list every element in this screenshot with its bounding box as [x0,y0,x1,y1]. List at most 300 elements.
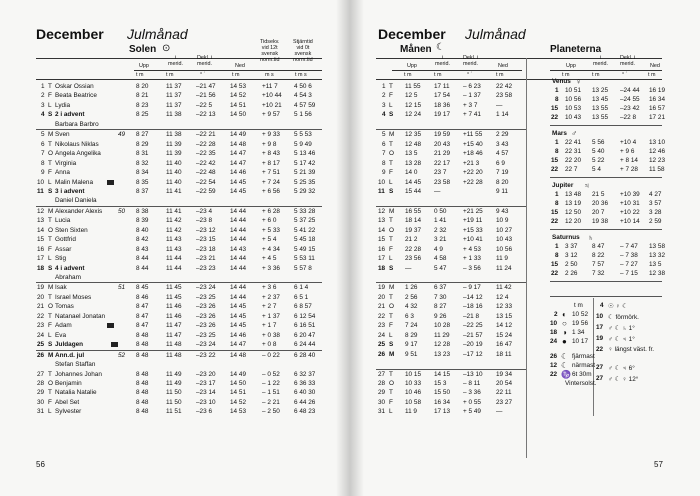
moon-declination: + 7 41 [463,111,481,119]
phase-time: 10 17 [572,338,588,345]
moonset: 9 11 [496,187,508,195]
weekday: L [48,331,52,339]
sun-meridian: 11 48 [166,351,182,359]
weekday: L [48,408,52,416]
sun-icon: ⊙ [162,43,171,54]
sunset: 14 52 [230,398,246,406]
sunrise: 8 25 [136,111,149,119]
name-day: Sven [55,131,70,139]
moon-declination: +18 46 [463,150,483,158]
day-number: 4 [41,111,45,119]
moon-declination: + 1 33 [463,255,481,263]
sunset: 14 48 [230,351,246,359]
sunrise: 8 44 [136,255,149,263]
day-number: 28 [378,379,386,387]
day-number: 8 [41,159,45,167]
right-page-title: December [378,26,446,42]
sun-meridian: 11 43 [166,245,182,253]
weekday: L [48,178,52,186]
moon-meridian: 4 9 [434,245,443,253]
equation-of-time: – 1 51 [262,389,280,397]
sun-declination: –23 8 [196,217,212,225]
planet-set: 16 34 [649,96,665,103]
sunrise: 8 35 [136,178,149,186]
planet-declination: – 7 15 [620,270,638,277]
moon-meridian: 22 17 [434,159,450,167]
note-symbol: ☾ [561,361,569,370]
weekday: M [389,284,395,292]
sunrise: 8 29 [136,140,149,148]
moon-phase-icon: ◐ [562,310,567,319]
planet-day: 15 [551,157,559,164]
moonset: 11 9 [496,255,508,263]
moon-meridian: 17 11 [434,83,450,90]
weekday: L [48,101,52,109]
sun-declination: –23 25 [196,331,216,339]
moon-unit-mer: t m [434,72,442,78]
sunrise: 8 47 [136,312,149,320]
moonrise: 1 26 [405,284,418,292]
planet-day: 8 [555,200,559,207]
phase-time: 10 52 [572,311,588,318]
sunset: 14 47 [230,150,246,158]
moon-declination: + 3 7 [463,101,478,109]
sidereal-time: 5 49 15 [294,245,316,253]
sunrise: 8 37 [136,187,149,195]
planet-meridian: 7 32 [592,270,605,277]
moon-declination: –14 12 [463,293,483,301]
sun-meridian: 11 46 [166,312,182,320]
sunset: 14 44 [230,236,246,244]
sunrise: 8 48 [136,408,149,416]
sun-declination: –23 26 [196,312,216,320]
equation-of-time: + 0 38 [262,331,280,339]
conjunction-day: 10 [596,313,604,320]
sun-declination: –23 20 [196,370,216,378]
moon-phase-icon: ○ [562,319,567,328]
moonset: 8 20 [496,178,509,186]
note-day: 12 [550,362,558,369]
sunrise: 8 48 [136,331,149,339]
planet-rise: 2 50 [565,261,578,268]
sunset: 14 44 [230,293,246,301]
weekday: T [389,370,393,378]
day-number: 20 [37,293,45,301]
moon-meridian: 0 50 [434,207,447,215]
sun-declination: –23 14 [196,389,216,397]
moon-declination: + 5 49 [463,408,481,416]
page-number: 56 [36,460,45,469]
day-number: 14 [37,226,45,234]
day-number: 29 [378,389,386,397]
sunrise: 8 32 [136,159,149,167]
planet-rise: 3 12 [565,252,578,259]
name-day: Eva [55,331,67,339]
planet-set: 13 58 [649,243,665,250]
weekday: T [389,83,393,90]
moon-meridian: 13 23 [434,350,450,358]
planet-declination: +10 39 [620,191,640,198]
moonrise: 6 3 [405,312,414,320]
conjunction-text: ♀ längst väst. fr. [608,346,654,353]
planet-set: 12 46 [649,148,665,155]
planet-declination: + 7 28 [620,166,638,173]
weekday: T [48,293,52,301]
planet-set: 12 23 [649,157,665,164]
moonrise: 22 28 [405,245,421,253]
day-number: 12 [378,207,386,215]
moonrise: 13 5 [405,150,418,158]
moon-phase-icon: ● [562,337,567,346]
sun-section-title: Solen [129,44,157,55]
week-number: 52 [118,351,126,359]
weekday: M [48,284,54,292]
weekday: O [389,379,394,387]
sun-declination: –23 17 [196,379,216,387]
moon-declination: +21 25 [463,207,483,215]
sunrise: 8 47 [136,303,149,311]
conjunction-day: 27 [596,375,604,382]
planet-rise: 13 19 [565,200,581,207]
equation-of-time: + 1 37 [262,312,280,320]
moon-declination: +15 33 [463,226,483,234]
sunrise: 8 44 [136,264,149,272]
sidereal-time: 6 1 4 [294,284,309,292]
moon-meridian: 5 47 [434,264,447,272]
moon-meridian: 23 58 [434,178,450,186]
moonrise: 10 58 [405,398,421,406]
sun-meridian: 11 41 [166,187,182,195]
sunrise: 8 48 [136,341,149,349]
equation-of-time: – 1 22 [262,379,280,387]
sun-declination: –23 15 [196,236,216,244]
note-text: närmast [572,362,596,369]
moon-meridian: 23 7 [434,169,447,177]
phase-time: 19 56 [572,320,588,327]
name-day: Oskar Ossian [55,83,94,90]
moonrise: 23 56 [405,255,421,263]
sunset: 14 45 [230,187,246,195]
day-number: 31 [37,408,45,416]
weekday: O [389,226,394,234]
sunset: 14 46 [230,331,246,339]
moonset: 1 14 [496,111,509,119]
moon-declination: + 0 55 [463,398,481,406]
day-number: 17 [378,255,386,263]
sun-meridian: 11 46 [166,303,182,311]
moon-declination: – 8 11 [463,379,481,387]
sunset: 14 44 [230,284,246,292]
day-number: 24 [378,331,386,339]
sunset: 14 51 [230,101,246,109]
moonrise: — [405,264,412,272]
moonset: 10 9 [496,217,509,225]
sunrise: 8 39 [136,217,149,225]
phase-unit: t m [574,302,583,309]
sun-meridian: 11 39 [166,150,182,158]
day-number: 3 [41,101,45,109]
weekday: F [48,92,52,100]
day-number: 5 [41,131,45,139]
name-day: Sten Sixten [55,226,88,234]
flag-icon [107,180,114,185]
moonrise: 12 35 [405,131,421,139]
moon-col-upp: Upp [407,63,417,69]
moonrise: 14 45 [405,178,421,186]
moon-declination: + 4 53 [463,245,481,253]
moonset: — [496,408,503,416]
name-day: Juldagen [55,341,84,349]
weekday: F [389,92,393,100]
day-number: 6 [41,140,45,148]
weekday: M [389,350,395,358]
planet-day: 22 [551,218,559,225]
weekday: T [48,389,52,397]
moon-meridian: 9 26 [434,312,447,320]
moon-col-dekl: Dekl. i merid. [463,55,478,67]
moon-meridian: 14 15 [434,370,450,378]
day-number: 1 [41,83,45,90]
sidereal-time: 5 21 39 [294,169,316,177]
equation-of-time: – 2 50 [262,408,280,416]
equation-of-time: + 2 37 [262,293,280,301]
planet-rise: 22 41 [565,139,581,146]
weekday: T [48,159,52,167]
sunset: 14 45 [230,178,246,186]
moon-declination: – 3 36 [463,389,481,397]
weekday: T [389,389,393,397]
weekday: M [48,351,54,359]
planet-unit-upp: t m [562,72,570,78]
sunrise: 8 43 [136,245,149,253]
planet-rise: 12 20 [565,218,581,225]
conjunction-day: 22 [596,346,604,353]
sun-declination: –22 21 [196,131,216,139]
planet-declination: – 7 27 [620,261,638,268]
planet-day: 1 [555,191,559,198]
planet-name: Saturnus [552,234,580,241]
sun-declination: –23 18 [196,245,216,253]
weekday: O [48,303,53,311]
moonset: 22 11 [496,389,512,397]
left-page-subtitle: Julmånad [127,26,188,42]
moonrise: 9 17 [405,341,418,349]
sun-declination: –22 35 [196,150,216,158]
moon-meridian: 19 17 [434,111,450,119]
moon-meridian: 17 13 [434,408,450,416]
name-day: Tomas [55,303,74,311]
sidereal-time: 5 1 56 [294,111,312,119]
col-ned: Ned [235,63,245,69]
planet-set: 2 59 [649,218,662,225]
day-number: 6 [382,140,386,148]
sunrise: 8 42 [136,236,149,244]
planet-declination: + 9 6 [620,148,635,155]
sun-declination: –22 28 [196,140,216,148]
sun-meridian: 11 48 [166,341,182,349]
planet-meridian: 13 25 [592,87,608,94]
name-day: 2 i advent [55,111,85,119]
sun-declination: –23 21 [196,255,216,263]
weekday: T [389,159,393,167]
day-number: 27 [378,370,386,378]
name-day: Abel Set [55,398,80,406]
planet-set: 13 5 [649,261,662,268]
unit-ned: t m [232,72,240,78]
moonset: 4 57 [496,150,509,158]
sun-meridian: 11 45 [166,293,182,301]
sun-meridian: 11 44 [166,264,182,272]
name-day: Barbara Barbro [55,120,99,128]
planet-set: 3 28 [649,209,662,216]
moonset: 20 54 [496,379,512,387]
weekday: L [389,178,393,186]
planet-meridian: 20 7 [592,209,605,216]
sidereal-time: 6 36 33 [294,379,316,387]
sun-declination: –23 23 [196,264,216,272]
day-number: 24 [37,331,45,339]
weekday: F [389,169,393,177]
moon-declination: –21 57 [463,331,483,339]
sun-meridian: 11 47 [166,331,182,339]
sidereal-time: 4 50 6 [294,83,312,90]
day-number: 21 [378,303,386,311]
planet-unit-mer: t m [592,72,600,78]
sun-declination: –23 22 [196,351,216,359]
sun-meridian: 11 42 [166,226,182,234]
moonrise: 13 28 [405,159,421,167]
weekday: S [389,187,394,195]
name-day: Ann.d. jul [55,351,85,359]
planet-declination: – 7 38 [620,252,638,259]
moon-meridian: 11 29 [434,331,450,339]
moonrise: 12 24 [405,111,421,119]
weekday: T [48,83,52,90]
sun-meridian: 11 38 [166,111,182,119]
planet-meridian: 5 22 [592,157,605,164]
sunrise: 8 38 [136,207,149,215]
sun-meridian: 11 44 [166,255,182,263]
moon-declination: +11 55 [463,131,483,139]
moon-declination: – 1 37 [463,92,481,100]
sunset: 14 46 [230,169,246,177]
weekday: T [389,293,393,301]
sun-declination: –23 12 [196,226,216,234]
conjunction-day: 17 [596,324,604,331]
weekday: F [389,398,393,406]
planet-rise: 13 48 [565,191,581,198]
day-number: 1 [382,83,386,90]
planet-rise: 3 37 [565,243,578,250]
sunrise: 8 48 [136,370,149,378]
day-number: 22 [378,312,386,320]
conjunction-text: ♂ ☾ ♄ 1° [608,325,635,332]
moonrise: 11 55 [405,83,421,90]
sunrise: 8 46 [136,293,149,301]
week-number: 50 [118,207,126,215]
day-number: 2 [41,92,45,100]
day-number: 15 [37,236,45,244]
day-number: 27 [37,370,45,378]
planet-set: 13 10 [649,139,665,146]
weekday: L [389,331,393,339]
moonrise: 19 37 [405,226,421,234]
equation-of-time: + 5 4 [262,236,277,244]
sunset: 14 49 [230,370,246,378]
sunrise: 8 45 [136,284,149,292]
sunrise: 8 21 [136,92,149,100]
weekday: T [389,140,393,148]
weekday: F [389,322,393,330]
planet-meridian: 5 40 [592,148,605,155]
moon-meridian: 1 41 [434,217,447,225]
planet-rise: 12 50 [565,209,581,216]
moon-meridian: 15 3 [434,379,447,387]
planet-day: 8 [555,96,559,103]
sun-meridian: 11 43 [166,236,182,244]
weekday: M [48,131,54,139]
name-day: Israel Moses [55,293,92,301]
sidereal-time: 6 32 37 [294,370,316,378]
day-number: 19 [378,284,386,292]
moon-declination: – 3 56 [463,264,481,272]
sun-declination: –22 13 [196,111,216,119]
moonset: 2 29 [496,131,509,139]
day-number: 26 [37,351,45,359]
planet-declination: +10 22 [620,209,640,216]
weekday: F [48,169,52,177]
sunset: 14 47 [230,159,246,167]
moonset: 23 58 [496,92,512,100]
unit-tidsekv: m s [265,72,274,78]
note-text: Vintersolst. [565,380,597,387]
unit-stjarntid: t m s [295,72,307,78]
sidereal-time: 5 37 25 [294,217,316,225]
planet-meridian: 13 55 [592,105,608,112]
sidereal-time: 5 45 18 [294,236,316,244]
sidereal-time: 6 40 30 [294,389,316,397]
col-meridian: i merid. [168,55,183,67]
planet-rise: 10 43 [565,114,581,121]
weekday: S [48,264,53,272]
name-day: Sylvester [55,408,82,416]
flag-icon [107,323,114,328]
equation-of-time: + 6 56 [262,187,280,195]
moon-meridian: 10 28 [434,322,450,330]
conjunction-text: ☉ ♀ ☾ [608,303,628,310]
moon-unit-dekl: ° ´ [467,72,473,78]
col-dekl: Dekl. i merid. [197,55,212,67]
moon-unit-ned: t m [496,72,504,78]
sidereal-time: 4 57 59 [294,101,316,109]
col-tidsekv: Tidsekv. vid 12t svensk norm.tid [260,39,280,63]
left-page-title: December [36,26,104,42]
sidereal-time: 5 33 28 [294,207,316,215]
moonset: 10 43 [496,236,512,244]
moonrise: 12 48 [405,140,421,148]
sunrise: 8 20 [136,83,149,90]
sun-meridian: 11 45 [166,284,182,292]
sun-declination: –23 24 [196,341,216,349]
moonset: 10 27 [496,226,512,234]
sidereal-time: 6 44 26 [294,398,316,406]
sunset: 14 47 [230,341,246,349]
moon-meridian: 3 21 [434,236,447,244]
sun-meridian: 11 49 [166,370,182,378]
weekday: O [389,303,394,311]
name-day: Angela Angelika [55,150,101,158]
sidereal-time: 6 5 1 [294,293,309,301]
